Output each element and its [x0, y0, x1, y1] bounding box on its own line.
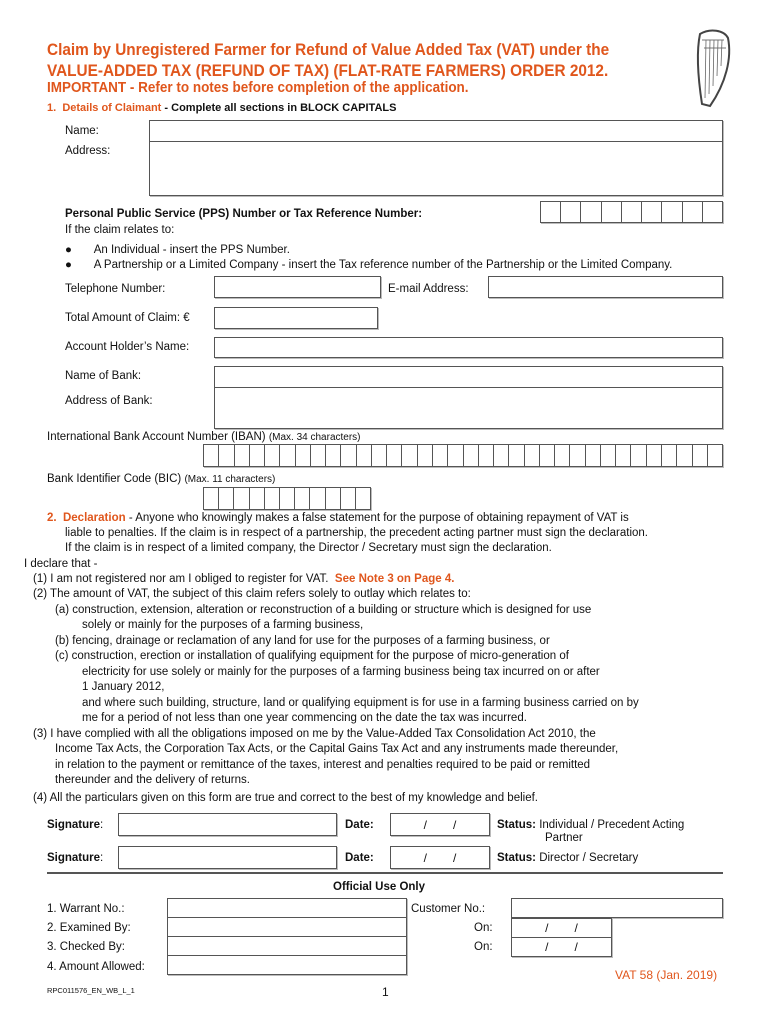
on-label: On: [474, 922, 493, 934]
status-1-cont: Partner [545, 832, 583, 844]
char-cell[interactable] [509, 445, 524, 466]
iban-label: International Bank Account Number (IBAN) (Max. 34 characters) [47, 431, 361, 443]
declaration-line: Income Tax Acts, the Corporation Tax Acts, or the Capital Gains Tax Act and any instruments made thereunder, [55, 743, 619, 755]
declaration-line: and where such building, structure, land or qualifying equipment is for use in a farming business carried on by [82, 696, 639, 709]
char-cell[interactable] [616, 445, 631, 466]
char-cell[interactable] [326, 488, 341, 509]
char-cell[interactable] [311, 445, 326, 466]
char-cell[interactable] [296, 445, 311, 466]
declaration-line: (a) construction, extension, alteration or reconstruction of a building or structure which is designed for use [55, 603, 592, 616]
divider [47, 872, 723, 874]
char-cell[interactable] [250, 488, 265, 509]
bank-name-label: Name of Bank: [65, 370, 142, 382]
char-cell[interactable] [555, 445, 570, 466]
char-cell[interactable] [525, 445, 540, 466]
bic-input[interactable] [203, 487, 371, 510]
total-claim-input[interactable] [214, 307, 378, 329]
account-holder-input[interactable] [214, 337, 723, 358]
amount-allowed-label: 4. Amount Allowed: [47, 961, 145, 973]
char-cell[interactable] [402, 445, 417, 466]
char-cell[interactable] [280, 445, 295, 466]
char-cell[interactable] [418, 445, 433, 466]
section1-heading: 1. Details of Claimant - Complete all sections in BLOCK CAPITALS [47, 102, 397, 114]
char-cell[interactable] [570, 445, 585, 466]
form-reference: VAT 58 (Jan. 2019) [615, 968, 718, 982]
bic-label: Bank Identifier Code (BIC) (Max. 11 characters) [47, 473, 276, 485]
customer-label: Customer No.: [411, 903, 486, 915]
customer-input[interactable] [511, 898, 723, 918]
email-input[interactable] [488, 276, 723, 298]
status-2: Status: Director / Secretary [497, 852, 639, 864]
pps-label: Personal Public Service (PPS) Number or Tax Reference Number: [65, 208, 423, 220]
char-cell[interactable] [295, 488, 310, 509]
name-input[interactable] [149, 120, 723, 142]
declaration-line: (c) construction, erection or installation of qualifying equipment for the purpose of micro-generation of [55, 650, 569, 662]
char-cell[interactable] [310, 488, 325, 509]
account-holder-label: Account Holder’s Name: [65, 341, 190, 353]
char-cell[interactable] [235, 445, 250, 466]
declaration-line: thereunder and the delivery of returns. [55, 774, 250, 786]
char-cell[interactable] [479, 445, 494, 466]
char-cell[interactable] [280, 488, 295, 509]
form-title-line1: Claim by Unregistered Farmer for Refund of Value Added Tax (VAT) under the [47, 41, 610, 59]
important-note: IMPORTANT - Refer to notes before completion of the application. [47, 80, 469, 96]
declaration-line: (2) The amount of VAT, the subject of this claim refers solely to outlay which relates to: [33, 588, 471, 600]
declaration-item-1: (1) I am not registered nor am I obliged to register for VAT. See Note 3 on Page 4. [33, 573, 455, 585]
harp-emblem-icon [688, 28, 736, 110]
declaration-line: solely or mainly for the purposes of a farming business, [82, 619, 364, 631]
declaration-line: 1 January 2012, [82, 681, 165, 693]
warrant-input[interactable] [167, 898, 407, 918]
char-cell[interactable] [448, 445, 463, 466]
char-cell[interactable] [234, 488, 249, 509]
char-cell[interactable] [647, 445, 662, 466]
declaration-heading: 2. Declaration - Anyone who knowingly makes a false statement for the purpose of obtaining repayment of VAT is [47, 512, 629, 524]
bank-name-input[interactable] [214, 366, 723, 388]
declaration-line: electricity for use solely or mainly for the purposes of a farming business being tax incurred on or after [82, 665, 600, 678]
char-cell[interactable] [708, 445, 722, 466]
telephone-label: Telephone Number: [65, 283, 166, 295]
footer-code: RPC011576_EN_WB_L_1 [47, 986, 135, 995]
checked-input[interactable] [167, 936, 407, 956]
examined-label: 2. Examined By: [47, 922, 131, 934]
iban-input[interactable] [203, 444, 723, 467]
declaration-text: If the claim is in respect of a limited company, the Director / Secretary must sign the declaration. [65, 542, 552, 554]
bullet-item: ● An Individual - insert the PPS Number. [65, 244, 290, 256]
declaration-line: (b) fencing, drainage or reclamation of any land for use for the purposes of a farming business, or [55, 634, 550, 647]
char-cell[interactable] [219, 488, 234, 509]
bank-address-input[interactable] [214, 387, 723, 429]
date-label: Date: [345, 852, 374, 864]
date-input-2[interactable]: / / [390, 846, 490, 869]
char-cell[interactable] [357, 445, 372, 466]
form-title-line2: VALUE-ADDED TAX (REFUND OF TAX) (FLAT-RATE FARMERS) ORDER 2012. [47, 62, 609, 80]
char-cell[interactable] [372, 445, 387, 466]
bullet-item: ● A Partnership or a Limited Company - insert the Tax reference number of the Partnership or the Limited Company. [65, 259, 673, 271]
char-cell[interactable] [250, 445, 265, 466]
address-input[interactable] [149, 141, 723, 196]
declare-label: I declare that - [24, 558, 98, 570]
pps-input[interactable] [540, 201, 723, 223]
char-cell[interactable] [662, 445, 677, 466]
signature-input-2[interactable] [118, 846, 337, 869]
warrant-label: 1. Warrant No.: [47, 903, 125, 915]
date-input-1[interactable]: / / [390, 813, 490, 836]
char-cell[interactable] [341, 445, 356, 466]
signature-label: Signature: [47, 819, 104, 831]
char-cell[interactable] [677, 445, 692, 466]
bank-address-label: Address of Bank: [65, 395, 153, 407]
declaration-item-4: (4) All the particulars given on this form are true and correct to the best of my knowledge and belief. [33, 792, 538, 804]
on-label: On: [474, 941, 493, 953]
examined-input[interactable] [167, 917, 407, 937]
char-cell[interactable] [219, 445, 234, 466]
examined-date-input[interactable]: / / [511, 918, 612, 938]
official-use-heading: Official Use Only [333, 881, 426, 893]
char-cell[interactable] [540, 445, 555, 466]
declaration-line: (3) I have complied with all the obligations imposed on me by the Value-Added Tax Consolidation Act 2010, the [33, 727, 596, 740]
date-label: Date: [345, 819, 374, 831]
char-cell[interactable] [326, 445, 341, 466]
char-cell[interactable] [586, 445, 601, 466]
signature-input-1[interactable] [118, 813, 337, 836]
char-cell[interactable] [204, 488, 219, 509]
relates-label: If the claim relates to: [65, 224, 175, 236]
address-label: Address: [65, 145, 111, 157]
char-cell[interactable] [387, 445, 402, 466]
char-cell[interactable] [433, 445, 448, 466]
status-1: Status: Individual / Precedent Acting [497, 819, 685, 831]
declaration-line: me for a period of not less than one year commencing on the date the tax was incurred. [82, 712, 527, 724]
char-cell[interactable] [356, 488, 370, 509]
char-cell[interactable] [265, 445, 280, 466]
char-cell[interactable] [341, 488, 356, 509]
checked-date-input[interactable]: / / [511, 937, 612, 957]
telephone-input[interactable] [214, 276, 381, 298]
signature-label: Signature: [47, 852, 104, 864]
name-label: Name: [65, 125, 99, 137]
char-cell[interactable] [693, 445, 708, 466]
checked-label: 3. Checked By: [47, 941, 125, 953]
email-label: E-mail Address: [388, 283, 469, 295]
declaration-text: liable to penalties. If the claim is in respect of a partnership, the precedent acting partner must sign the declaration. [65, 527, 648, 539]
total-claim-label: Total Amount of Claim: € [65, 312, 190, 324]
char-cell[interactable] [265, 488, 280, 509]
page-number: 1 [382, 985, 389, 999]
amount-allowed-input[interactable] [167, 955, 407, 975]
char-cell[interactable] [464, 445, 479, 466]
char-cell[interactable] [601, 445, 616, 466]
char-cell[interactable] [494, 445, 509, 466]
char-cell[interactable] [631, 445, 646, 466]
char-cell[interactable] [204, 445, 219, 466]
declaration-line: in relation to the payment or remittance of the taxes, interest and penalties required to be paid or remitted [55, 758, 591, 771]
